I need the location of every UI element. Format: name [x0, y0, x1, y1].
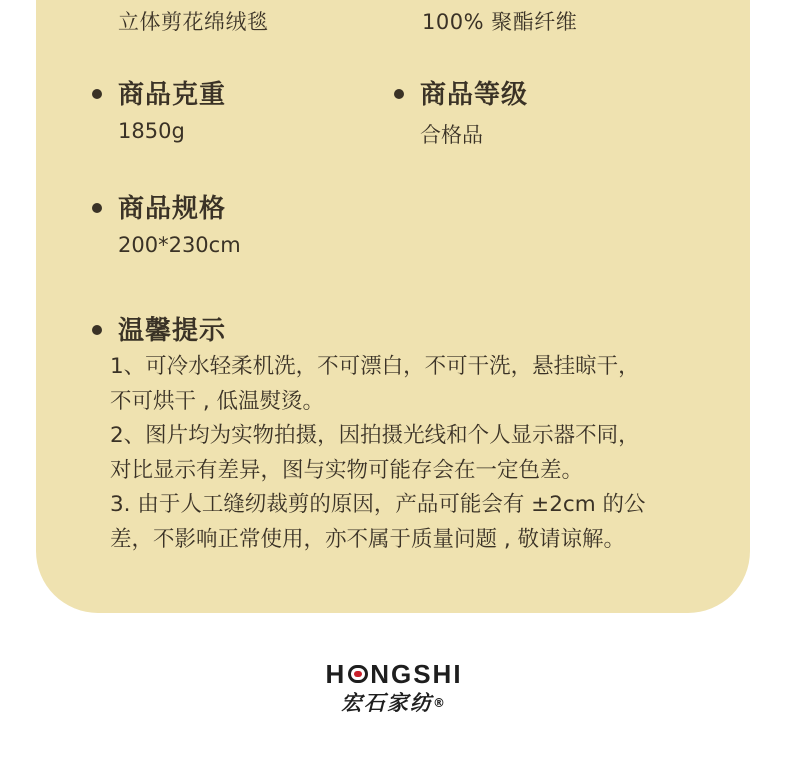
brand-wordmark-suffix: NGSHI — [370, 659, 463, 689]
brand-chinese-name — [314, 690, 474, 716]
tip-line: 2、图片均为实物拍摄，因拍摄光线和个人显示器不同， — [110, 423, 640, 448]
property-title: 商品等级 — [420, 80, 529, 110]
tips-body — [110, 350, 710, 557]
brand-wordmark — [314, 660, 474, 688]
bullet-dot — [92, 203, 102, 213]
material-type-value: 立体剪花绵绒毯 — [118, 10, 269, 34]
tips-title: 温馨提示 — [118, 316, 227, 346]
brand-cn-text: 宏石家纺 — [341, 691, 433, 715]
tip-line: 1、可冷水轻柔机洗，不可漂白，不可干洗，悬挂晾干， — [110, 354, 640, 379]
material-composition-value: 100% 聚酯纤维 — [422, 10, 578, 34]
bullet-dot — [394, 89, 404, 99]
bullet-dot — [92, 89, 102, 99]
tip-line: 差，不影响正常使用，亦不属于质量问题 , 敬请谅解。 — [110, 526, 626, 552]
property-title: 商品规格 — [118, 194, 227, 224]
tip-line: 对比显示有差异，图与实物可能存会在一定色差。 — [110, 457, 584, 483]
property-title: 商品克重 — [118, 80, 227, 110]
bullet-dot — [92, 325, 102, 335]
tip-line: 3. 由于人工缝纫裁剪的原因，产品可能会有 ±2cm 的公 — [110, 492, 646, 517]
brand-logo — [314, 660, 474, 716]
property-value: 1850g — [118, 119, 185, 143]
property-value: 200*230cm — [118, 233, 241, 257]
tip-line: 不可烘干 , 低温熨烫。 — [110, 388, 325, 414]
registered-mark: ® — [433, 696, 447, 710]
property-value: 合格品 — [420, 123, 483, 147]
brand-o-ring-icon — [348, 665, 368, 683]
brand-wordmark-prefix: H — [325, 659, 347, 689]
